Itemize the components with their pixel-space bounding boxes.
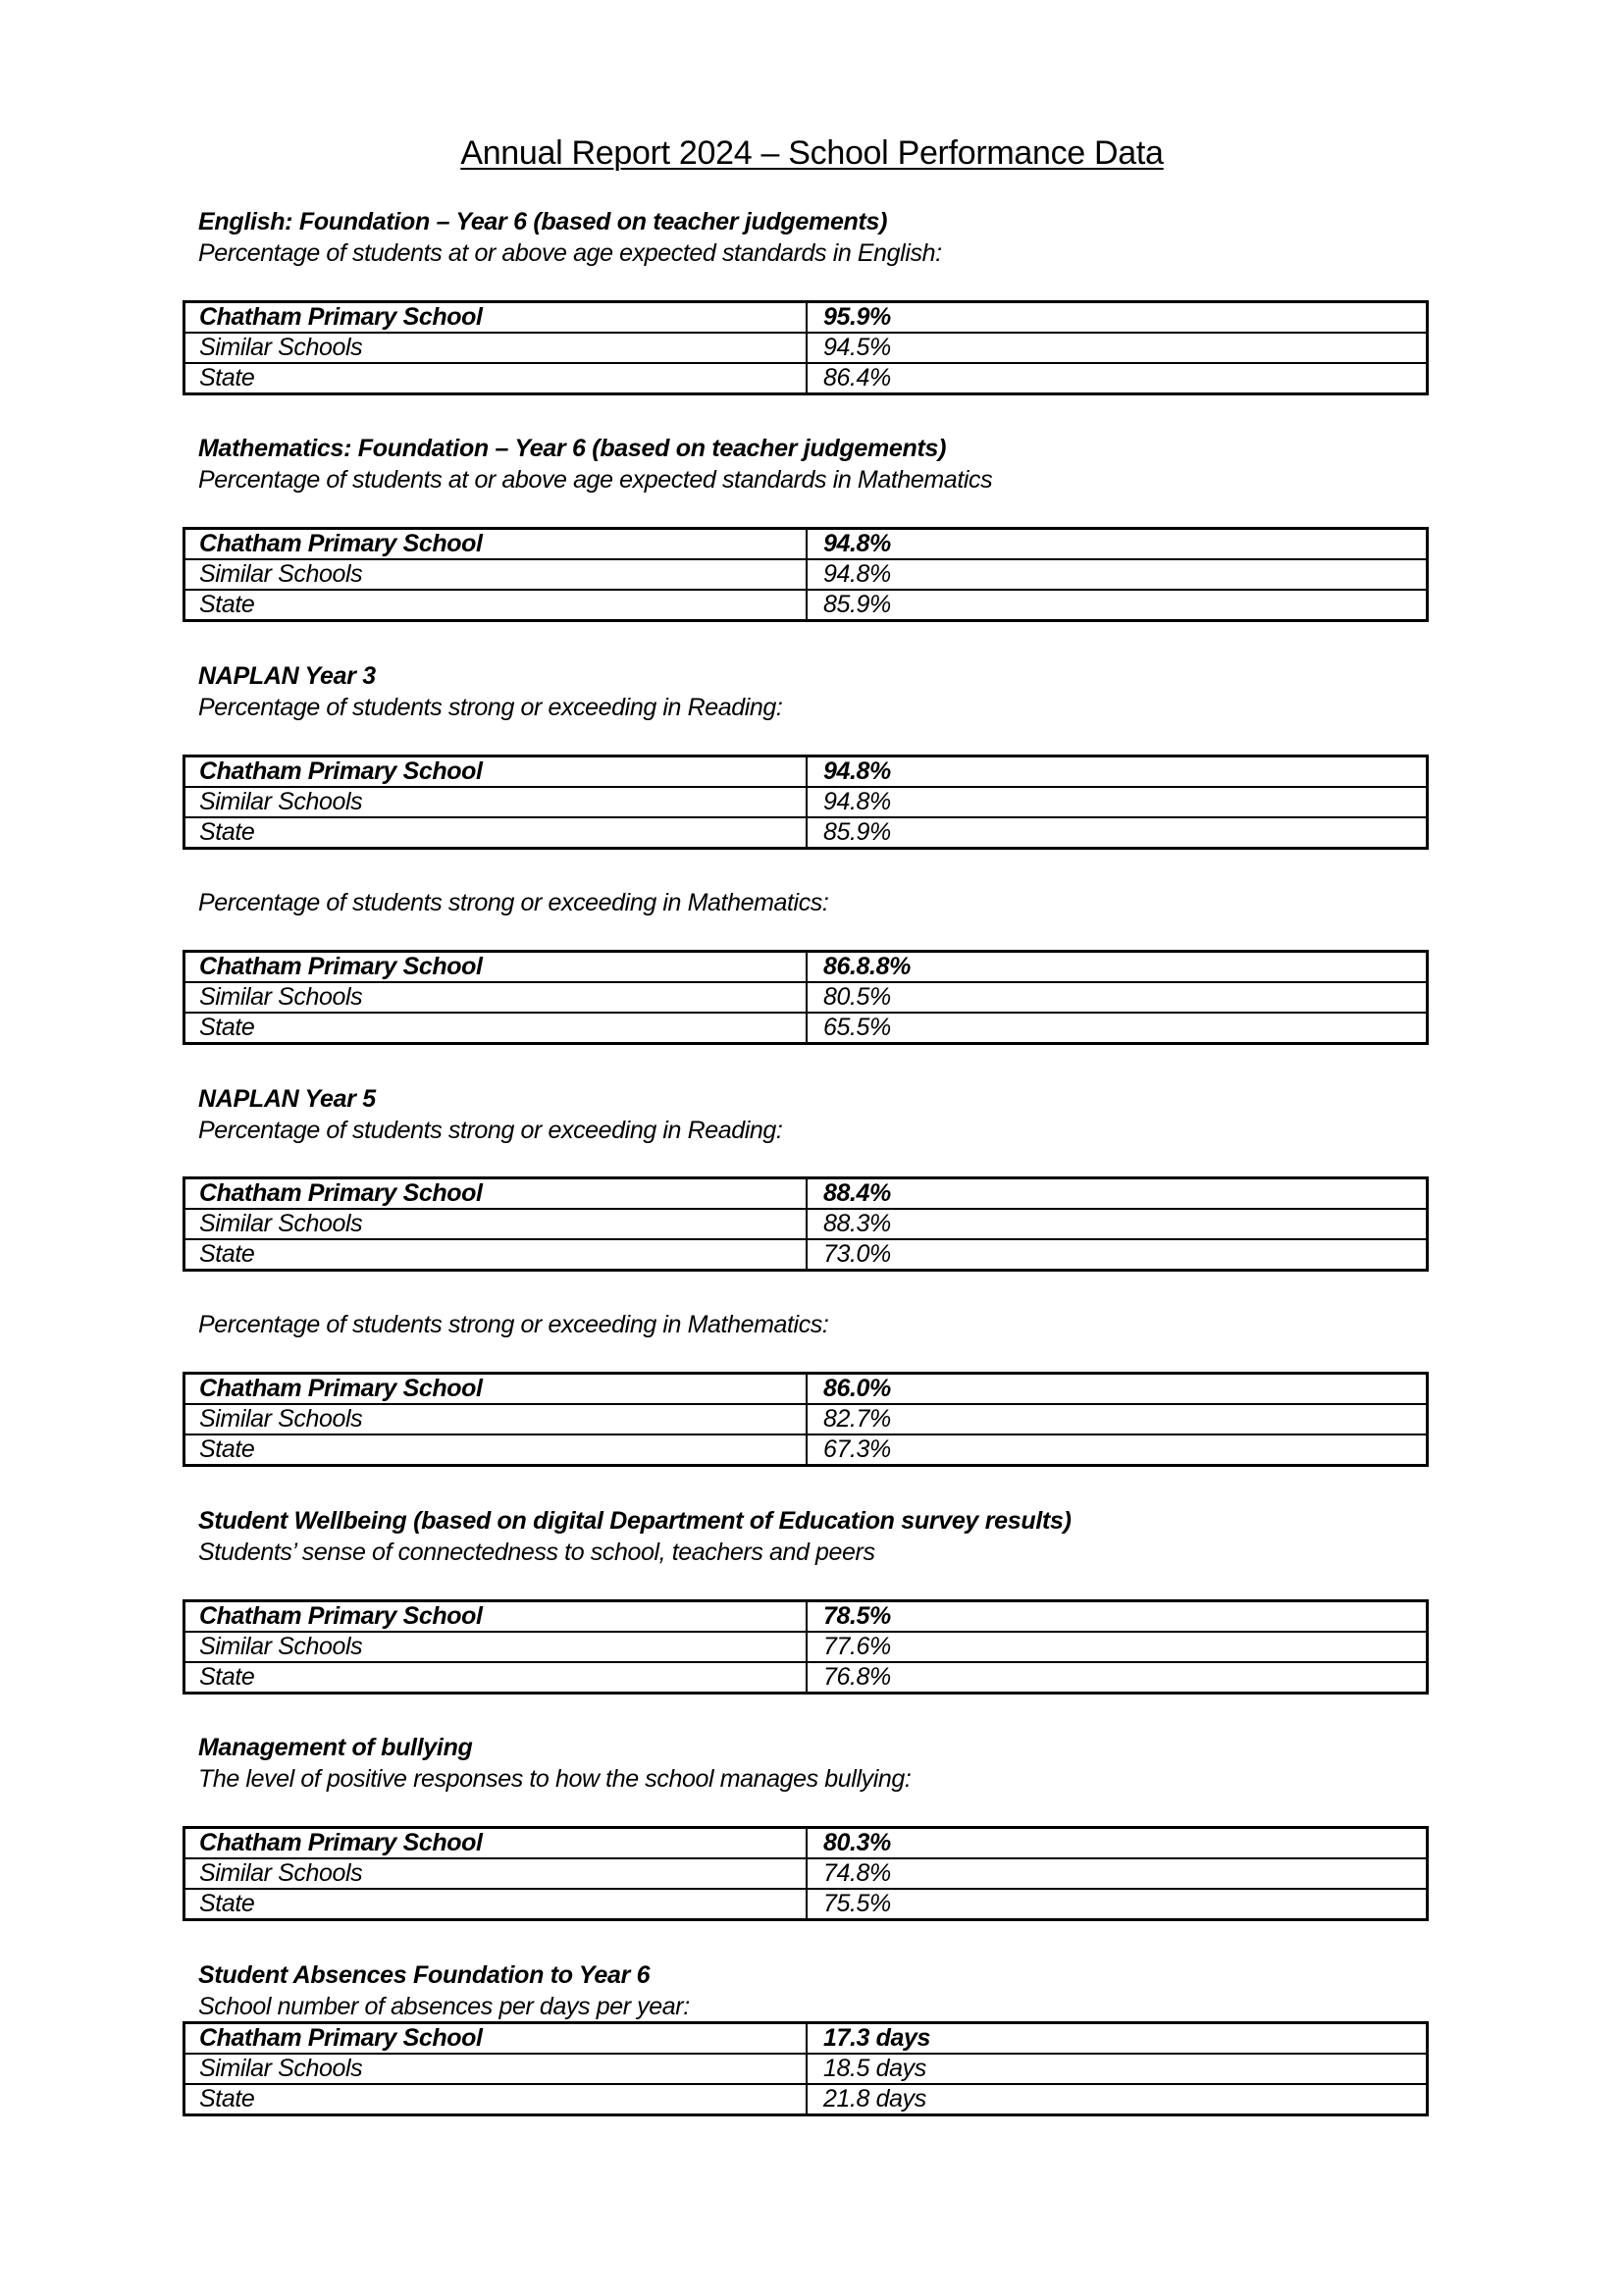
table-row (184, 1178, 1428, 1210)
row-label: Similar Schools (184, 1209, 808, 1239)
results-table (183, 755, 1429, 850)
row-label: Similar Schools (184, 787, 808, 817)
row-label: Similar Schools (184, 1858, 808, 1889)
results-table (183, 950, 1429, 1045)
results-table (183, 300, 1429, 395)
section-heading: English: Foundation – Year 6 (based on teacher judgements) (198, 208, 888, 235)
table-row (184, 1828, 1428, 1859)
row-value: 17.3 days (807, 2023, 1428, 2055)
row-value: 88.3% (807, 1209, 1428, 1239)
table-row (184, 1239, 1428, 1271)
table-row (184, 1434, 1428, 1466)
row-label: Similar Schools (184, 559, 808, 590)
row-label: State (184, 1434, 808, 1466)
row-label: Similar Schools (184, 1404, 808, 1434)
table-row (184, 787, 1428, 817)
results-table (183, 527, 1429, 622)
section-heading: Student Wellbeing (based on digital Department of Education survey results) (198, 1507, 1072, 1535)
row-label: Similar Schools (184, 1632, 808, 1662)
section-subheading: Percentage of students strong or exceeding in Mathematics: (198, 889, 829, 916)
section-subheading: Percentage of students strong or exceeding in Mathematics: (198, 1311, 829, 1338)
table-row (184, 333, 1428, 363)
row-label: State (184, 590, 808, 621)
row-value: 18.5 days (807, 2054, 1428, 2084)
row-label: State (184, 1239, 808, 1271)
results-table (183, 1599, 1429, 1695)
row-value: 86.4% (807, 363, 1428, 394)
table-row (184, 2084, 1428, 2115)
row-label: State (184, 1889, 808, 1920)
row-label: Chatham Primary School (184, 756, 808, 788)
results-table (183, 1176, 1429, 1272)
table-row (184, 559, 1428, 590)
row-label: Chatham Primary School (184, 1828, 808, 1859)
row-label: Chatham Primary School (184, 1601, 808, 1633)
row-value: 21.8 days (807, 2084, 1428, 2115)
table-row (184, 363, 1428, 394)
row-label: Chatham Primary School (184, 529, 808, 560)
row-value: 80.3% (807, 1828, 1428, 1859)
row-label: Chatham Primary School (184, 2023, 808, 2055)
row-value: 88.4% (807, 1178, 1428, 1210)
table-row (184, 982, 1428, 1013)
row-value: 82.7% (807, 1404, 1428, 1434)
table-row (184, 529, 1428, 560)
row-value: 86.0% (807, 1374, 1428, 1405)
table-row (184, 1858, 1428, 1889)
row-value: 75.5% (807, 1889, 1428, 1920)
row-label: State (184, 1013, 808, 1044)
row-value: 76.8% (807, 1662, 1428, 1694)
row-label: Similar Schools (184, 982, 808, 1013)
table-row (184, 1209, 1428, 1239)
section-subheading: Percentage of students strong or exceeding in Reading: (198, 694, 783, 721)
row-label: State (184, 817, 808, 849)
section-heading: NAPLAN Year 3 (198, 662, 376, 690)
table-row (184, 1013, 1428, 1044)
row-value: 67.3% (807, 1434, 1428, 1466)
section-subheading: School number of absences per days per year: (198, 1993, 690, 2020)
section-heading: Student Absences Foundation to Year 6 (198, 1961, 651, 1989)
row-value: 94.8% (807, 787, 1428, 817)
row-value: 85.9% (807, 590, 1428, 621)
section-subheading: The level of positive responses to how the school manages bullying: (198, 1765, 912, 1793)
row-value: 80.5% (807, 982, 1428, 1013)
table-row (184, 302, 1428, 334)
row-label: Similar Schools (184, 333, 808, 363)
section-subheading: Percentage of students strong or exceeding in Reading: (198, 1117, 783, 1144)
row-value: 94.8% (807, 559, 1428, 590)
row-value: 77.6% (807, 1632, 1428, 1662)
table-row (184, 1404, 1428, 1434)
document-title: Annual Report 2024 – School Performance Data (460, 134, 1164, 172)
table-row (184, 2023, 1428, 2055)
table-row (184, 2054, 1428, 2084)
row-label: State (184, 1662, 808, 1694)
row-value: 65.5% (807, 1013, 1428, 1044)
results-table (183, 2021, 1429, 2116)
section-subheading: Percentage of students at or above age expected standards in English: (198, 239, 942, 267)
row-value: 78.5% (807, 1601, 1428, 1633)
row-value: 74.8% (807, 1858, 1428, 1889)
table-row (184, 1662, 1428, 1694)
row-value: 73.0% (807, 1239, 1428, 1271)
table-row (184, 952, 1428, 983)
row-value: 94.5% (807, 333, 1428, 363)
table-row (184, 1889, 1428, 1920)
section-heading: NAPLAN Year 5 (198, 1085, 376, 1113)
row-value: 94.8% (807, 529, 1428, 560)
table-row (184, 817, 1428, 849)
table-row (184, 1632, 1428, 1662)
section-subheading: Students’ sense of connectedness to school, teachers and peers (198, 1539, 875, 1566)
section-heading: Mathematics: Foundation – Year 6 (based on teacher judgements) (198, 435, 947, 462)
results-table (183, 1826, 1429, 1921)
row-label: State (184, 2084, 808, 2115)
row-value: 86.8.8% (807, 952, 1428, 983)
row-label: Chatham Primary School (184, 1374, 808, 1405)
row-label: State (184, 363, 808, 394)
row-label: Chatham Primary School (184, 1178, 808, 1210)
section-subheading: Percentage of students at or above age expected standards in Mathematics (198, 466, 993, 494)
table-row (184, 756, 1428, 788)
table-row (184, 1601, 1428, 1633)
row-value: 95.9% (807, 302, 1428, 334)
results-table (183, 1372, 1429, 1467)
table-row (184, 590, 1428, 621)
row-value: 94.8% (807, 756, 1428, 788)
row-label: Chatham Primary School (184, 302, 808, 334)
row-label: Chatham Primary School (184, 952, 808, 983)
row-label: Similar Schools (184, 2054, 808, 2084)
table-row (184, 1374, 1428, 1405)
row-value: 85.9% (807, 817, 1428, 849)
section-heading: Management of bullying (198, 1734, 473, 1761)
